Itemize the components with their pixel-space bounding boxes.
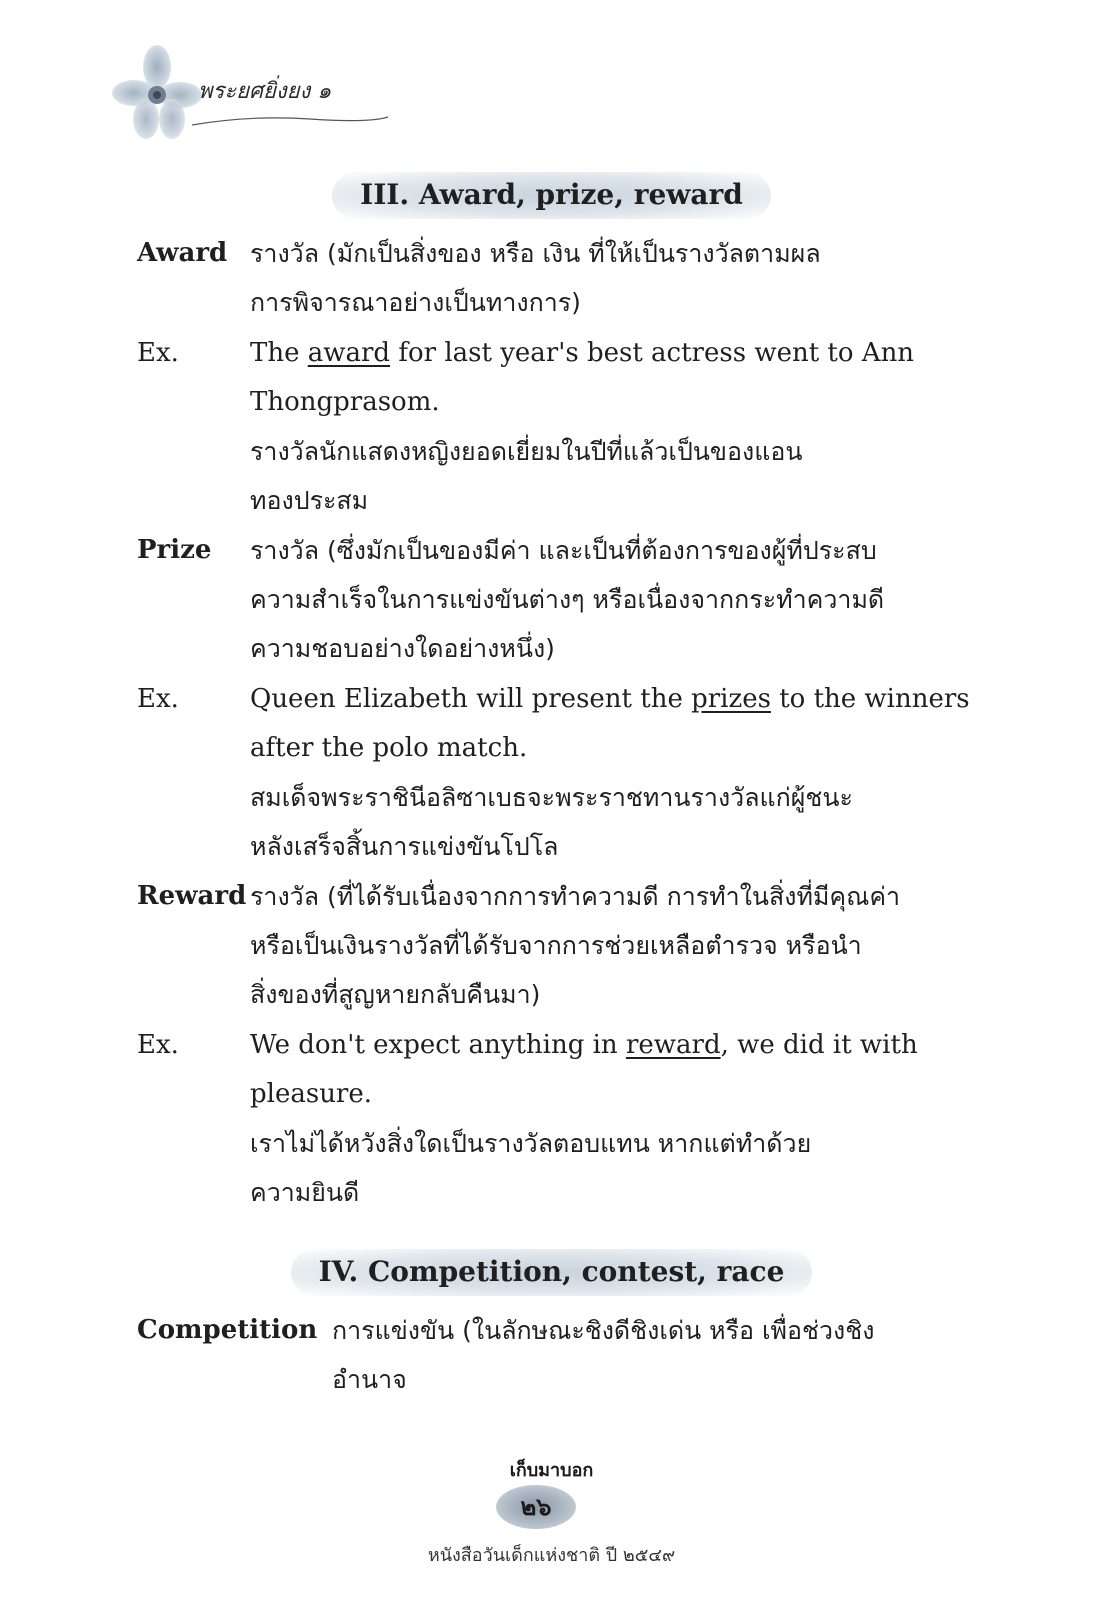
term-reward: Reward <box>137 881 247 911</box>
definition-line: ความสำเร็จในการแข่งขันต่างๆ หรือเนื่องจากกระทำความดี <box>250 585 885 614</box>
example-translation-line: เราไม่ได้หวังสิ่งใดเป็นรางวัลตอบแทน หากแต่ทำด้วย <box>250 1129 812 1158</box>
definition-line: สิ่งของที่สูญหายกลับคืนมา) <box>250 980 541 1009</box>
example-sentence-cont: pleasure. <box>250 1079 373 1109</box>
term-competition: Competition <box>137 1315 318 1345</box>
definition-line: รางวัล (มักเป็นสิ่งของ หรือ เงิน ที่ให้เป็นรางวัลตามผล <box>250 239 821 268</box>
example-sentence <box>250 675 970 724</box>
example-keyword: prizes <box>691 684 771 714</box>
example-sentence-cont: Thongprasom. <box>250 387 440 417</box>
example-label: Ex. <box>137 338 179 368</box>
definition-line: อำนาจ <box>332 1365 407 1394</box>
section-heading-iv-label: IV. Competition, contest, race <box>291 1249 813 1296</box>
example-reward <box>137 1021 937 1217</box>
example-translation-line: รางวัลนักแสดงหญิงยอดเยี่ยมในปีที่แล้วเป็นของแอน <box>250 437 803 466</box>
entry-award <box>137 229 937 327</box>
page-number: ๒๖ <box>496 1485 576 1529</box>
example-sentence-cont: after the polo match. <box>250 733 528 763</box>
section-heading-iv <box>0 1249 1103 1296</box>
term-prize: Prize <box>137 535 212 565</box>
example-text-post: , we did it with <box>720 1030 918 1060</box>
example-award-text <box>250 329 935 525</box>
example-text-post: for last year's best actress went to Ann <box>390 338 915 368</box>
definition-line: การแข่งขัน (ในลักษณะชิงดีชิงเด่น หรือ เพื่อช่วงชิง <box>332 1316 875 1345</box>
definition-competition <box>332 1306 935 1404</box>
example-translation-line: ทองประสม <box>250 486 369 515</box>
section-heading-iii <box>0 172 1103 219</box>
definition-line: รางวัล (ที่ได้รับเนื่องจากการทำความดี การทำในสิ่งที่มีคุณค่า <box>250 882 901 911</box>
term-award: Award <box>137 238 228 268</box>
example-translation-line: ความยินดี <box>250 1178 360 1207</box>
definition-award <box>250 229 935 327</box>
example-label: Ex. <box>137 684 179 714</box>
example-text-pre: We don't expect anything in <box>250 1030 626 1060</box>
header-title: พระยศยิ่งยง ๑ <box>198 79 332 104</box>
example-translation-line: สมเด็จพระราชินีอลิซาเบธจะพระราชทานรางวัลแก่ผู้ชนะ <box>250 783 853 812</box>
example-prize-text <box>250 675 970 871</box>
example-label: Ex. <box>137 1030 179 1060</box>
definition-line: รางวัล (ซึ่งมักเป็นของมีค่า และเป็นที่ต้องการของผู้ที่ประสบ <box>250 536 877 565</box>
example-sentence <box>250 329 935 378</box>
definition-prize <box>250 526 935 673</box>
example-keyword: award <box>307 338 391 368</box>
example-award <box>137 329 937 525</box>
definition-line: การพิจารณาอย่างเป็นทางการ) <box>250 288 581 317</box>
definition-reward <box>250 872 935 1019</box>
example-reward-text <box>250 1021 935 1217</box>
entry-competition <box>137 1306 937 1404</box>
example-translation-line: หลังเสร็จสิ้นการแข่งขันโปโล <box>250 832 559 861</box>
footer-caption: เก็บมาบอก <box>509 1460 594 1481</box>
footer-publication: หนังสือวันเด็กแห่งชาติ ปี ๒๕๔๙ <box>427 1545 676 1566</box>
example-text-pre: The <box>250 338 308 368</box>
example-text-post: to the winners <box>770 684 970 714</box>
section-heading-iii-label: III. Award, prize, reward <box>332 172 771 219</box>
example-sentence <box>250 1021 935 1070</box>
example-text-pre: Queen Elizabeth will present the <box>250 684 692 714</box>
entry-prize <box>137 526 937 673</box>
example-keyword: reward <box>625 1030 721 1060</box>
header-underline <box>190 111 390 131</box>
definition-line: ความชอบอย่างใดอย่างหนึ่ง) <box>250 634 555 663</box>
page-header <box>110 45 370 145</box>
example-prize <box>137 675 970 871</box>
definition-line: หรือเป็นเงินรางวัลที่ได้รับจากการช่วยเหลือตำรวจ หรือนำ <box>250 931 862 960</box>
entry-reward <box>137 872 937 1019</box>
